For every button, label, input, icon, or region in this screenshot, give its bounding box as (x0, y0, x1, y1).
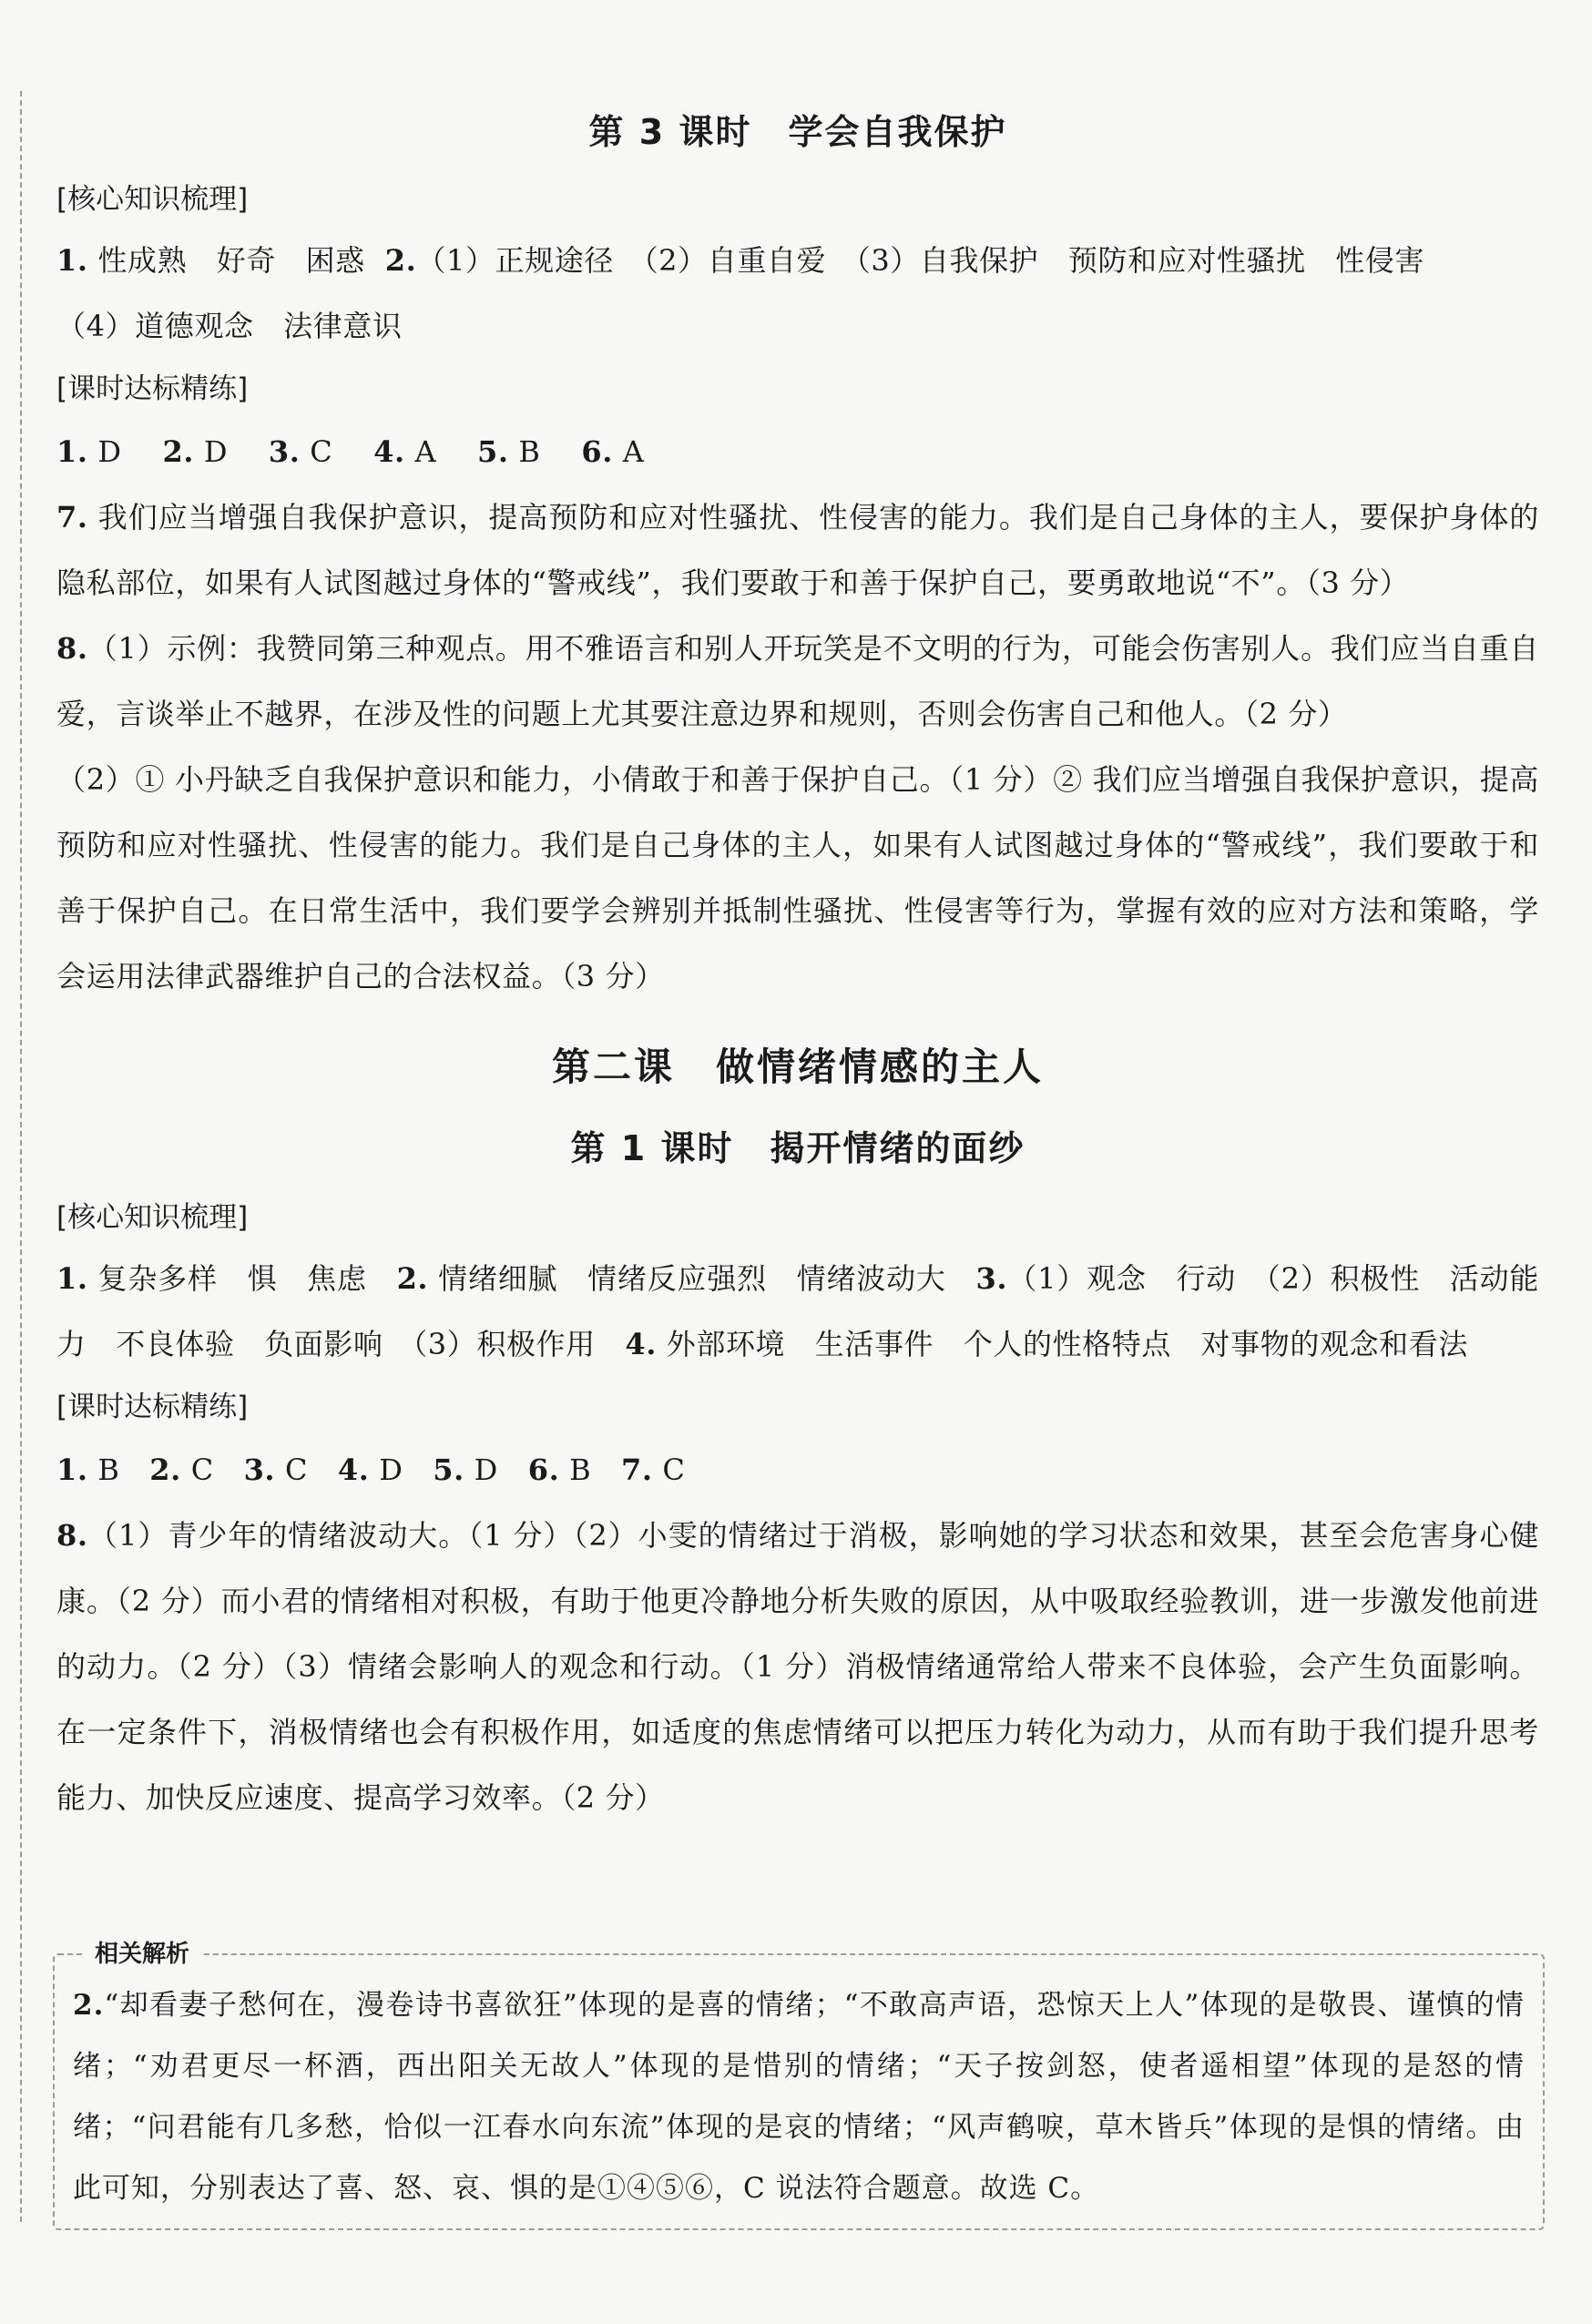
choice-answers: 1. B 2. C 3. C 4. D 5. D 6. B 7. C (56, 1452, 686, 1487)
question-8-answer: 8.（1）示例：我赞同第三种观点。用不雅语言和别人开玩笑是不文明的行为，可能会伤害别人。我们应当自重自爱，言谈举止不越界，在涉及性的问题上尤其要注意边界和规则，否则会伤害自己和他人。（2 分） (56, 631, 1539, 731)
item-number: 1. (56, 243, 88, 278)
lesson1-title: 第 1 课时 揭开情绪的面纱 (570, 1128, 1026, 1168)
question-8-answer-part2: （2）① 小丹缺乏自我保护意识和能力，小倩敢于和善于保护自己。（1 分）② 我们应当增强自我保护意识，提高预防和应对性骚扰、性侵害的能力。我们是自己身体的主人，如果有人试图越过身体的“警戒线”，我们要敢于和善于保护自己。在日常生活中，我们要学会辨别并抵制性骚扰、性侵害等行为，掌握有效的应对方法和策略，学会运用法律武器维护自己的合法权益。（3 分） (56, 762, 1539, 994)
question-8-answer: 8.（1）青少年的情绪波动大。（1 分）（2）小雯的情绪过于消极，影响她的学习状态和效果，甚至会危害身心健康。（2 分）而小君的情绪相对积极，有助于他更冷静地分析失败的原因，从中吸取经验教训，进一步激发他前进的动力。（2 分）（3）情绪会影响人的观念和行动。（1 分）消极情绪通常给人带来不良体验，会产生负面影响。在一定条件下，消极情绪也会有积极作用，如适度的焦虑情绪可以把压力转化为动力，从而有助于我们提升思考能力、加快反应速度、提高学习效率。（2 分） (56, 1518, 1539, 1815)
analysis-title: 相关解析 (82, 1935, 202, 1969)
main-content (56, 100, 1539, 1830)
core-knowledge-label: [核心知识梳理] (56, 1201, 249, 1234)
choice-answers: 1. D 2. D 3. C 4. A 5. B 6. A (56, 434, 645, 469)
lesson3-title: 第 3 课时 学会自我保护 (588, 112, 1007, 152)
practice-label: [课时达标精练] (56, 372, 249, 405)
core-knowledge-answers: 1. 性成熟 好奇 困惑 2.（1）正规途径 （2）自重自爱 （3）自我保护 预防和应对性骚扰 性侵害 （4）道德观念 法律意识 (56, 243, 1425, 343)
core-knowledge-answers: 1. 复杂多样 惧 焦虑 2. 情绪细腻 情绪反应强烈 情绪波动大 3.（1）观念 行动 （2）积极性 活动能力 不良体验 负面影响 （3）积极作用 4. 外部环境 生活事件 个人的性格特点 对事物的观念和看法 (56, 1261, 1540, 1361)
item-number: 2. (384, 243, 417, 278)
question-7-answer: 7. 我们应当增强自我保护意识，提高预防和应对性骚扰、性侵害的能力。我们是自己身体的主人，要保护身体的隐私部位，如果有人试图越过身体的“警戒线”，我们要敢于和善于保护自己，要勇敢地说“不”。（3 分） (56, 500, 1539, 600)
analysis-text: 2.“却看妻子愁何在，漫卷诗书喜欲狂”体现的是喜的情绪；“不敢高声语，恐惊天上人”体现的是敬畏、谨慎的情绪；“劝君更尽一杯酒，西出阳关无故人”体现的是惜别的情绪；“天子按剑怒，使者遥相望”体现的是怒的情绪；“问君能有几多愁，恰似一江春水向东流”体现的是哀的情绪；“风声鹤唳，草木皆兵”体现的是惧的情绪。由此可知，分别表达了喜、怒、哀、惧的是①④⑤⑥，C 说法符合题意。故选 C。 (73, 1989, 1525, 2205)
left-dashed-border (20, 91, 22, 2222)
analysis-box (53, 1941, 1545, 2230)
core-knowledge-label: [核心知识梳理] (56, 183, 249, 216)
practice-label: [课时达标精练] (56, 1391, 249, 1423)
chapter-title: 第二课 做情绪情感的主人 (551, 1045, 1044, 1089)
